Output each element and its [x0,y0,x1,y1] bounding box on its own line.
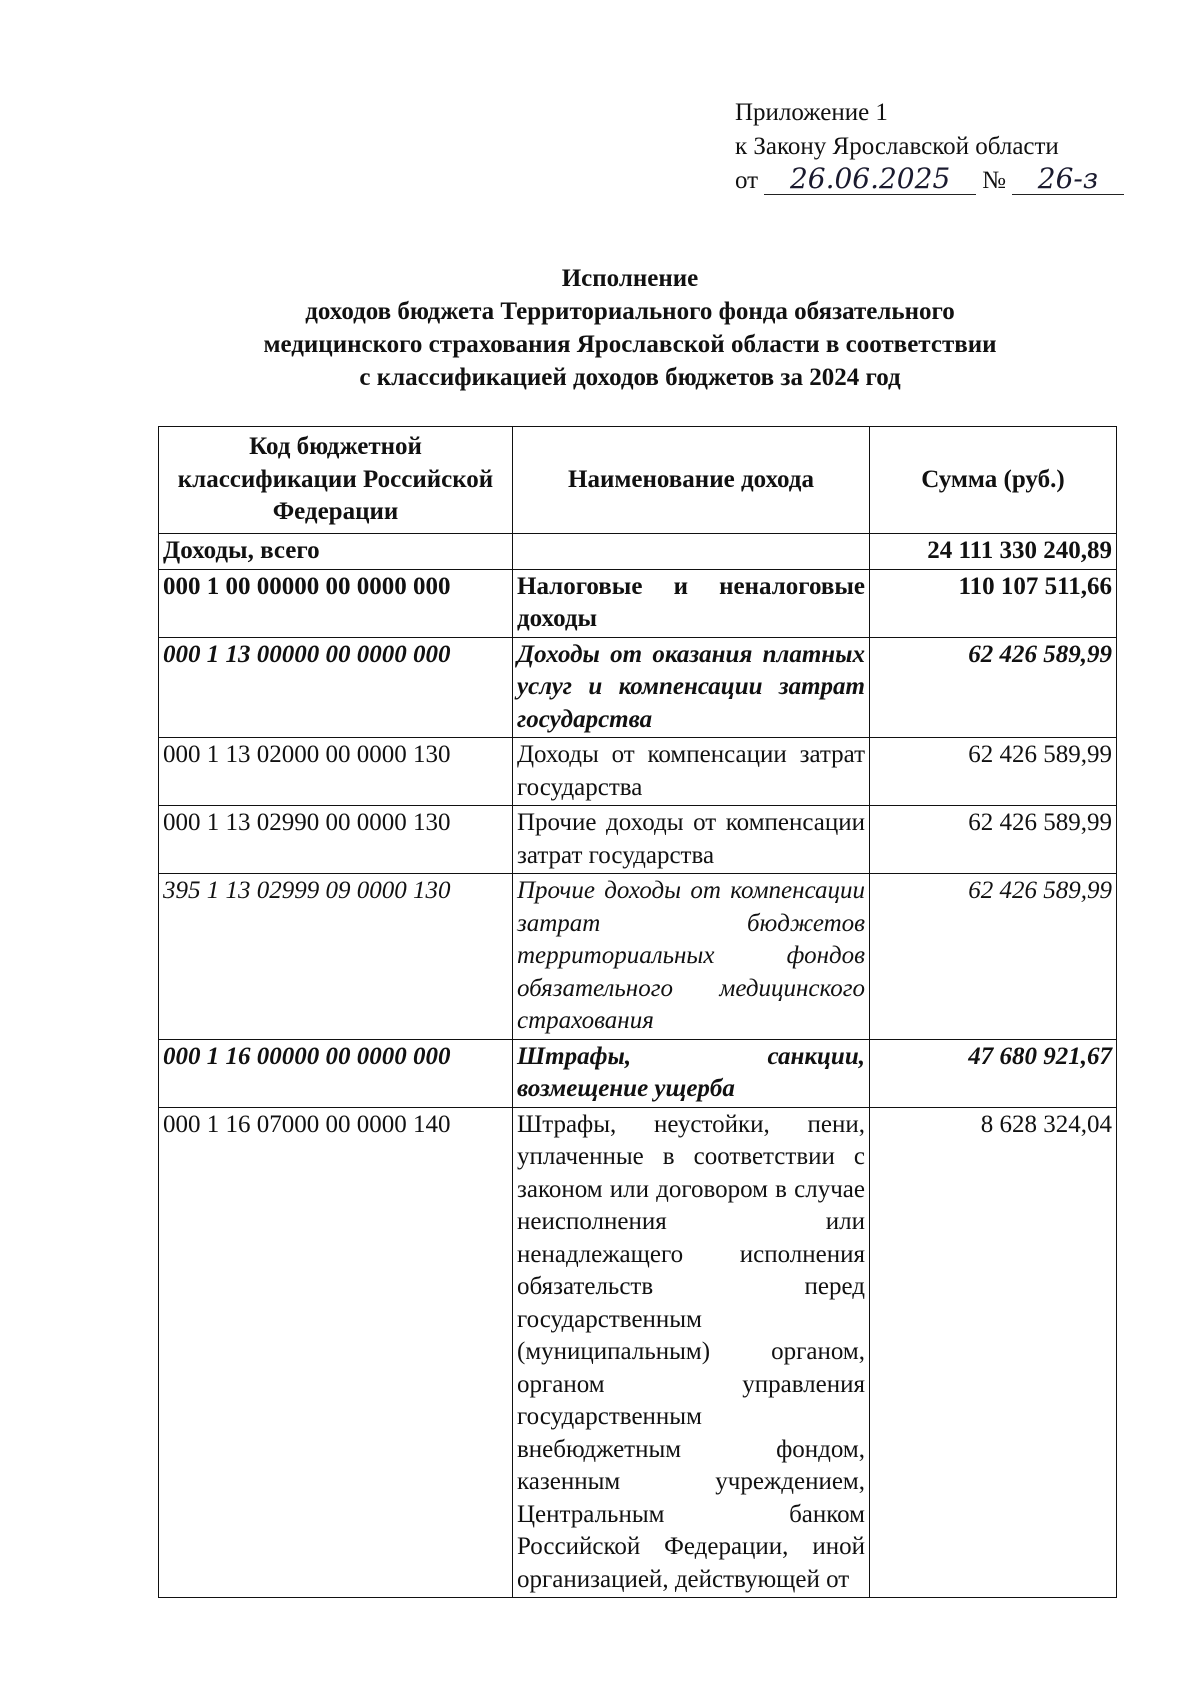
cell-name: Штрафы, санкции, возмещение ущерба [513,1039,870,1107]
cell-name: Доходы от компенсации затрат государства [513,738,870,806]
cell-amount: 62 426 589,99 [870,637,1117,738]
title-line-3: медицинского страхования Ярославской области в соответствии [263,331,997,358]
cell-code: 395 1 13 02999 09 0000 130 [159,874,513,1040]
attachment-title: Приложение 1 [735,99,888,126]
cell-name: Прочие доходы от компенсации затрат государства [513,806,870,874]
cell-code: 000 1 00 00000 00 0000 000 [159,569,513,637]
cell-name [513,534,870,570]
attachment-law: к Закону Ярославской области [735,133,1059,160]
number-label: № [982,167,1006,194]
cell-amount: 47 680 921,67 [870,1039,1117,1107]
table-row [159,1107,1117,1598]
header-name: Наименование дохода [513,427,870,534]
table-row [159,534,1117,570]
cell-code: Доходы, всего [159,534,513,570]
cell-amount: 24 111 330 240,89 [870,534,1117,570]
header-amount: Сумма (руб.) [870,427,1117,534]
revenue-table [158,426,1117,1598]
document-title [150,262,1110,394]
table-header-row [159,427,1117,534]
cell-name: Прочие доходы от компенсации затрат бюджетов территориальных фондов обязательного медицинского страхования [513,874,870,1040]
table-row [159,1039,1117,1107]
table-row [159,874,1117,1040]
attachment-date-line [735,164,1124,198]
title-line-4: с классификацией доходов бюджетов за 2024 год [359,364,901,391]
cell-amount: 62 426 589,99 [870,738,1117,806]
cell-code: 000 1 13 00000 00 0000 000 [159,637,513,738]
title-line-2: доходов бюджета Территориального фонда обязательного [305,298,955,325]
attachment-header [735,96,1124,198]
cell-amount: 110 107 511,66 [870,569,1117,637]
header-code: Код бюджетной классификации Российской Федерации [159,427,513,534]
cell-name: Штрафы, неустойки, пени, уплаченные в соответствии с законом или договором в случае неисполнения или ненадлежащего исполнения обязательств перед государственным (муниципальным) органом, органом управления государственным внебюджетным фондом, казенным учреждением, Центральным банком Российской Федерации, иной организацией, действующей от [513,1107,870,1598]
cell-amount: 8 628 324,04 [870,1107,1117,1598]
table-row [159,569,1117,637]
handwritten-number: 26-з [1012,164,1124,195]
cell-code: 000 1 13 02990 00 0000 130 [159,806,513,874]
cell-amount: 62 426 589,99 [870,874,1117,1040]
cell-code: 000 1 16 07000 00 0000 140 [159,1107,513,1598]
table-row [159,637,1117,738]
table-body [159,534,1117,1598]
cell-code: 000 1 13 02000 00 0000 130 [159,738,513,806]
cell-code: 000 1 16 00000 00 0000 000 [159,1039,513,1107]
table-row [159,806,1117,874]
from-label: от [735,167,759,194]
title-line-1: Исполнение [561,265,699,292]
cell-name: Доходы от оказания платных услуг и компенсации затрат государства [513,637,870,738]
table-row [159,738,1117,806]
cell-amount: 62 426 589,99 [870,806,1117,874]
handwritten-date: 26.06.2025 [764,164,976,195]
cell-name: Налоговые и неналоговые доходы [513,569,870,637]
